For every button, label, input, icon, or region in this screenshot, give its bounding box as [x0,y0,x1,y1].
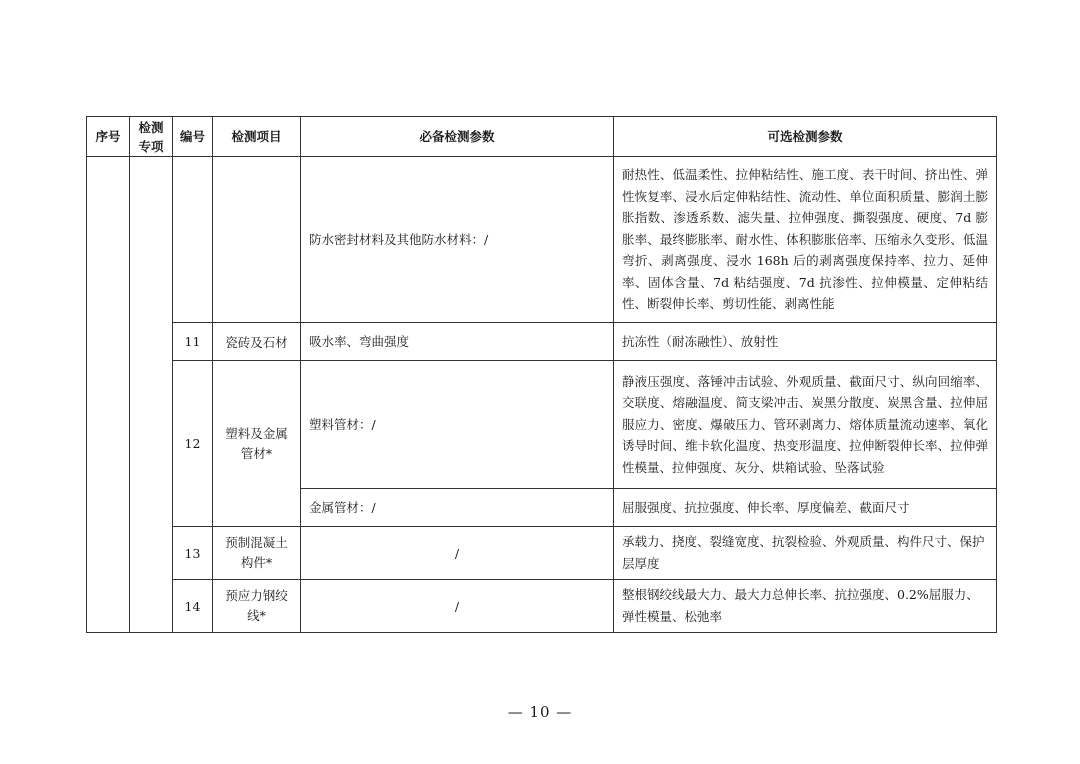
row13-code: 13 [173,527,213,580]
code-cell-empty [173,157,213,323]
row14-item [213,580,301,633]
header-item: 检测项目 [213,117,301,157]
header-category-line2: 专项 [138,138,164,154]
waterproof-optional: 耐热性、低温柔性、拉伸粘结性、施工度、表干时间、挤出性、弹性恢复率、浸水后定伸粘结性、流动性、单位面积质量、膨润土膨胀指数、渗透系数、滤失量、拉伸强度、撕裂强度、硬度、7d 膨胀率、最终膨胀率、耐水性、体积膨胀倍率、压缩永久变形、低温弯折、剥离强度、浸水 168h 后的剥离强度保持率、拉力、延伸率、固体含量、7d 粘结强度、7d 抗渗性、拉伸模量、定伸粘结性、断裂伸长率、剪切性能、剥离性能 [614,157,997,323]
header-category-line1: 检测 [138,119,164,135]
row12-metal-required: 金属管材：/ [301,489,614,527]
table-row-11 [87,323,997,361]
row14-optional: 整根钢绞线最大力、最大力总伸长率、抗拉强度、0.2%屈服力、弹性模量、松弛率 [614,580,997,633]
row12-metal-optional: 屈服强度、抗拉强度、伸长率、厚度偏差、截面尺寸 [614,489,997,527]
header-seq: 序号 [87,117,130,157]
item-cell-empty [213,157,301,323]
row13-optional: 承载力、挠度、裂缝宽度、抗裂检验、外观质量、构件尺寸、保护层厚度 [614,527,997,580]
row12-code: 12 [173,361,213,527]
seq-cell-empty [87,157,130,633]
row12-plastic-optional: 静液压强度、落锤冲击试验、外观质量、截面尺寸、纵向回缩率、交联度、熔融温度、简支梁冲击、炭黑分散度、炭黑含量、拉伸屈服应力、密度、爆破压力、管环剥离力、熔体质量流动速率、氧化诱导时间、维卡软化温度、热变形温度、拉伸断裂伸长率、拉伸弹性模量、拉伸强度、灰分、烘箱试验、坠落试验 [614,361,997,489]
header-category [130,117,173,157]
row14-required: / [301,580,614,633]
row12-item-line1: 塑料及金属 [225,425,288,441]
row13-item-line2: 构件* [240,555,273,570]
page-number: — 10 — [507,703,573,721]
row13-item [213,527,301,580]
row12-item-line2: 管材* [240,445,273,461]
row14-item-line2: 线* [247,608,266,623]
header-code: 编号 [173,117,213,157]
inspection-parameters-table [86,116,997,633]
table-row-13 [87,527,997,580]
row11-code: 11 [173,323,213,361]
table-row-waterproof [87,157,997,323]
header-optional-params: 可选检测参数 [614,117,997,157]
waterproof-required: 防水密封材料及其他防水材料：/ [301,157,614,323]
row13-required: / [301,527,614,580]
table-row-14 [87,580,997,633]
category-cell-empty [130,157,173,633]
row14-item-line1: 预应力钢绞 [225,588,288,603]
table-row-12-plastic [87,361,997,489]
row12-item [213,361,301,527]
row11-item: 瓷砖及石材 [213,323,301,361]
header-required-params: 必备检测参数 [301,117,614,157]
row12-plastic-required: 塑料管材：/ [301,361,614,489]
row11-optional: 抗冻性（耐冻融性）、放射性 [614,323,997,361]
row11-required: 吸水率、弯曲强度 [301,323,614,361]
table-header-row [87,117,997,157]
row13-item-line1: 预制混凝土 [225,535,288,550]
row14-code: 14 [173,580,213,633]
